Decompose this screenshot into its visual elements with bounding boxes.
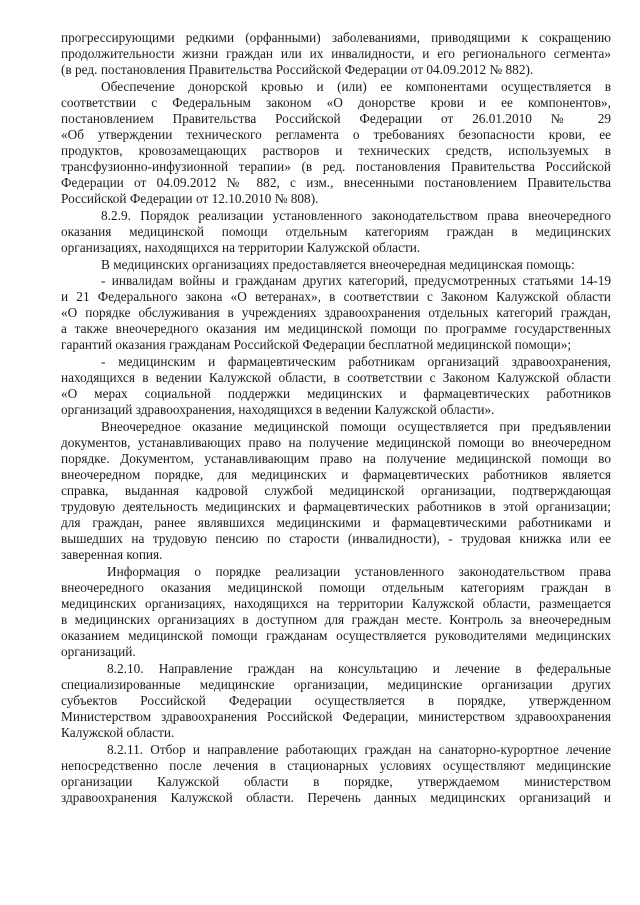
- text-line: продуктов, кровозамещающих растворов и технических средств, используемых в: [61, 143, 611, 158]
- text-line: 8.2.9. Порядок реализации установленного законодательством права внеочередного: [101, 208, 611, 223]
- document-page: [61, 30, 611, 807]
- text-line: «О мерах социальной поддержки медицинских и фармацевтических работников: [61, 386, 611, 401]
- paragraph-orphan-diseases: [61, 30, 611, 78]
- text-line: Министерством здравоохранения Российской Федерации, министерством здравоохранения: [61, 709, 611, 724]
- text-line: порядке. Документом, устанавливающим право на получение медицинской помощи во: [61, 451, 611, 466]
- text-line: прогрессирующими редкими (орфанными) заболеваниями, приводящими к сокращению: [61, 30, 611, 45]
- paragraph-blood-supply: [61, 79, 611, 207]
- text-line: гарантий оказания гражданам Российской Федерации бесплатной медицинской помощи»;: [61, 337, 572, 352]
- text-line: субъектов Российской Федерации осуществляется в порядке, утвержденном: [61, 693, 611, 708]
- text-line: Федерации от 04.09.2012 № 882, с изм., внесенными постановлением Правительства: [61, 175, 611, 190]
- text-line: «Об утверждении технического регламента о требованиях безопасности крови, ее: [61, 127, 611, 142]
- paragraph-documents: [61, 419, 611, 563]
- text-line: медицинских организациях, находящихся на территории Калужской области, размещается: [61, 596, 611, 611]
- text-line: - инвалидам войны и гражданам других категорий, предусмотренных статьями 14-19: [101, 273, 611, 288]
- text-line: 8.2.10. Направление граждан на консультацию и лечение в федеральные: [107, 661, 611, 676]
- paragraph-priority-care-veterans: [61, 257, 611, 353]
- text-line: документов, устанавливающих право на получение медицинской помощи во внеочередном: [61, 435, 611, 450]
- text-line: (в ред. постановления Правительства Российской Федерации от 04.09.2012 № 882).: [61, 62, 534, 77]
- text-line: «О порядке обслуживания в учреждениях здравоохранения отдельных категорий граждан,: [61, 305, 611, 320]
- text-line: внеочередном порядке, для медицинских и фармацевтических работников является: [61, 467, 611, 482]
- text-line: Обеспечение донорской кровью и (или) ее компонентами осуществляется в: [101, 79, 611, 94]
- text-line: оказания медицинской помощи отдельным категориям граждан в медицинских: [61, 224, 611, 239]
- text-line: - медицинским и фармацевтическим работникам организаций здравоохранения,: [101, 354, 611, 369]
- text-line: справка, выданная кадровой службой медицинской организации, подтверждающая: [61, 483, 611, 498]
- paragraph-information: [61, 564, 611, 660]
- text-line: Информация о порядке реализации установленного законодательством права: [107, 564, 611, 579]
- text-line: оказанием медицинской помощи гражданам осуществляется руководителями медицинских: [61, 628, 611, 643]
- text-line: трансфузионно-инфузионной терапии» (в ред. постановления Правительства Российской: [61, 159, 611, 174]
- text-line: специализированные медицинские организации, медицинские организации других: [61, 677, 611, 692]
- text-line: трудовую деятельность медицинских и фармацевтических работников в этой организации;: [61, 499, 611, 514]
- text-line: внеочередного оказания медицинской помощи отдельным категориям граждан в: [61, 580, 611, 595]
- text-line: организаций.: [61, 644, 136, 659]
- text-line: Внеочередное оказание медицинской помощи осуществляется при предъявлении: [101, 419, 611, 434]
- text-line: организации Калужской области в порядке, утверждаемом министерством: [61, 774, 611, 789]
- text-line: вышедших на трудовую пенсию по старости (инвалидности), - трудовая книжка или ее: [61, 531, 611, 546]
- text-line: 8.2.11. Отбор и направление работающих граждан на санаторно-курортное лечение: [107, 742, 611, 757]
- text-line: организациях, находящихся на территории Калужской области.: [61, 240, 421, 255]
- text-line: Российской Федерации от 12.10.2010 № 808).: [61, 191, 319, 206]
- text-line: в медицинских организациях в доступном для граждан месте. Контроль за внеочередным: [61, 612, 611, 627]
- text-line: для граждан, ранее являвшихся медицинскими и фармацевтическими работниками и: [61, 515, 611, 530]
- text-line: находящихся в ведении Калужской области, в соответствии с Законом Калужской области: [61, 370, 611, 385]
- paragraph-8-2-9: [61, 208, 611, 256]
- paragraph-8-2-11: [61, 742, 611, 806]
- paragraph-priority-care-medical-workers: [61, 354, 611, 418]
- text-line: здравоохранения Калужской области. Перечень данных медицинских организаций и: [61, 790, 611, 805]
- text-line: а также внеочередного оказания им медицинской помощи по программе государственных: [61, 321, 611, 336]
- text-line: Калужской области.: [61, 725, 175, 740]
- text-line: соответствии с Федеральным законом «О донорстве крови и ее компонентов»,: [61, 95, 611, 110]
- paragraph-8-2-10: [61, 661, 611, 741]
- text-line: постановлением Правительства Российской Федерации от 26.01.2010 № 29: [61, 111, 611, 126]
- text-line: В медицинских организациях предоставляется внеочередная медицинская помощь:: [101, 257, 575, 272]
- text-line: и 21 Федерального закона «О ветеранах», в соответствии с Законом Калужской области: [61, 289, 611, 304]
- text-line: продолжительности жизни граждан или их инвалидности, и его регионального сегмента»: [61, 46, 611, 61]
- text-line: заверенная копия.: [61, 547, 163, 562]
- text-line: непосредственно после лечения в стационарных условиях осуществляют медицинские: [61, 758, 611, 773]
- text-line: организаций здравоохранения, находящихся в ведении Калужской области».: [61, 402, 495, 417]
